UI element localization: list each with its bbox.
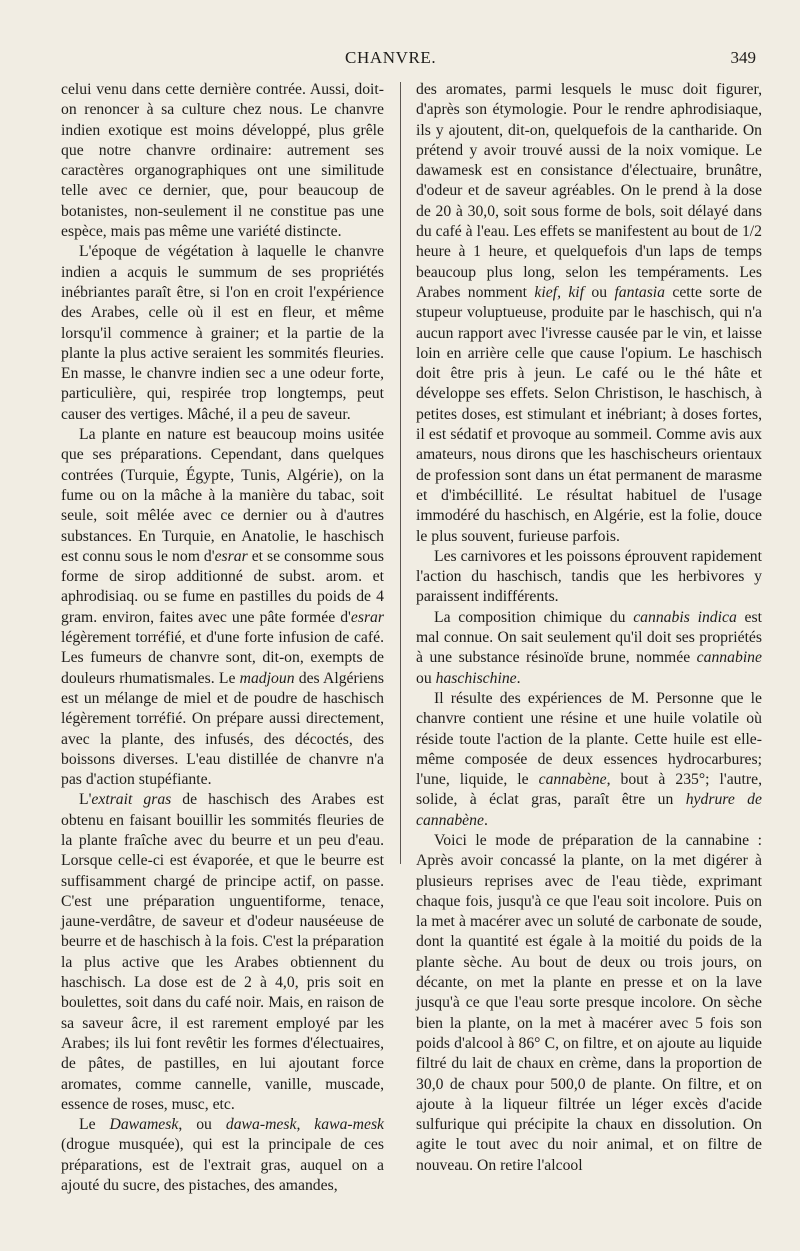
text-run: et se consomme sous forme de sirop additionné de subst. arom. et aphrodisiaq. ou se fume en pastilles du poids de 4 gram. environ, faites avec une pâte formée d': [61, 547, 384, 626]
text-run: , ou: [178, 1116, 226, 1134]
paragraph: [416, 689, 762, 831]
right-column: [416, 80, 762, 1176]
text-run: La plante en nature est beaucoup moins usitée que ses préparations. Cependant, dans quelques contrées (Turquie, Égypte, Tunis, Algérie), on la fume ou on la mâche à la manière du tabac, soit seule, soit mêlée avec ce dernier ou à d'autres substances. En Turquie, en Anatolie, le haschisch est connu sous le nom d': [61, 426, 384, 565]
column-divider: [400, 82, 401, 864]
paragraph: Les carnivores et les poissons éprouvent rapidement l'action du haschisch, tandis que les herbivores y paraissent indifférents.: [416, 547, 762, 606]
italic-term: extrait gras: [91, 791, 172, 809]
paragraph: [61, 790, 384, 1115]
text-run: ou: [416, 669, 436, 687]
running-head: [0, 48, 800, 74]
running-title: CHANVRE.: [345, 48, 437, 67]
text-run: de haschisch des Arabes est obtenu en faisant bouillir les sommités fleuries de la plante fraîche avec du beurre et un peu d'eau. Lorsque celle-ci est évaporée, et que le beurre est suffisamment chargé de principe actif, on passe. C'est une préparation unguentiforme, tenace, jaune-verdâtre, de saveur et d'odeur nauséeuse de beurre et de haschisch à la fois. C'est la préparation la plus active que les Arabes obtiennent du haschisch. La dose est de 2 à 4,0, pris soit en boulettes, soit dans du café noir. Mais, en raison de sa saveur âcre, il est rarement employé par les Arabes; ils lui font revêtir les formes d'électuaires, de pâtes, de pastilles, en lui ajoutant force aromates, comme cannelle, vanille, muscade, essence de roses, musc, etc.: [61, 791, 384, 1113]
paragraph: [416, 608, 762, 689]
italic-term: esrar: [214, 547, 248, 565]
italic-term: dawa-mesk, kawa-mesk: [225, 1116, 385, 1134]
paragraph: L'époque de végétation à laquelle le chanvre indien a acquis le summum de ses propriétés inébriantes paraît être, si l'on en croit l'expérience des Arabes, celle où il est en fleur, et même lorsqu'il commence à grainer; et la partie de la plante la plus active seraient les sommités fleuries. En masse, le chanvre indien sec a une odeur forte, particulière, qui, respirée trop longtemps, peut causer des vertiges. Mâché, il a peu de saveur.: [61, 243, 384, 423]
italic-term: cannabine: [696, 649, 762, 667]
text-run: des Algériens est un mélange de miel et de poudre de haschisch légèrement torréfié. On prépare aussi directement, avec la plante, des infusés, des décoctés, des boissons diverses. L'eau distillée de chanvre n'a pas d'action stupéfiante.: [61, 669, 384, 789]
text-run: , bout à 235°; l'autre, solide, à éclat gras, paraît être un: [416, 771, 762, 809]
italic-term: fantasia: [614, 283, 666, 301]
paragraph: Voici le mode de préparation de la cannabine : Après avoir concassé la plante, on la met digérer à plusieurs reprises avec de l'eau tiède, exprimant chaque fois, jusqu'à ce que l'eau soit incolore. Puis on la met à macérer avec un soluté de carbonate de soude, dont la quantité est égale à la moitié du poids de la plante sèche. Au bout de deux ou trois jours, on décante, on met la plante en presse et on la lave jusqu'à ce que l'eau sorte presque incolore. On sèche bien la plante, on la met à macérer avec 5 fois son poids d'alcool à 86° C, on filtre, et on ajoute au liquide filtré du lait de chaux en crème, dans la proportion de 30,0 de chaux pour 500,0 de plante. On filtre, et on ajoute à la liqueur filtrée un léger excès d'acide sulfurique qui précipite la chaux en dissolution. On agite le tout avec du noir animal, et on filtre de nouveau. On retire l'alcool: [416, 831, 762, 1174]
text-run: des aromates, parmi lesquels le musc doit figurer, d'après son étymologie. Pour le rendre aphrodisiaque, ils y ajoutent, dit-on, quelquefois de la cantharide. On prétend y avoir trouvé aussi de la noix vomique. Le dawamesk est en consistance d'électuaire, brunâtre, d'odeur et de saveur agréables. On le prend à la dose de 20 à 30,0, soit sous forme de bols, soit délayé dans du café à l'eau. Les effets se manifestent au bout de 1/2 heure à 1 heure, et quelquefois d'un laps de temps beaucoup plus long, selon les tempéraments. Les Arabes nomment: [416, 81, 762, 301]
text-run: .: [483, 811, 488, 829]
text-run: La composition chimique du: [434, 608, 634, 626]
paragraph: [416, 80, 762, 547]
text-run: légèrement torréfié, et d'une forte infusion de café. Les fumeurs de chanvre sont, dit-on, exempts de douleurs rhumatismales. Le: [61, 629, 384, 687]
italic-term: hydrure de cannabène: [416, 791, 762, 829]
italic-term: esrar: [350, 608, 384, 626]
text-run: .: [516, 669, 521, 687]
paragraph: celui venu dans cette dernière contrée. Aussi, doit-on renoncer à sa culture chez nous. Le chanvre indien exotique est moins développé, plus grêle que notre chanvre ordinaire: autrement ses caractères organographiques ont une similitude telle avec ce dernier, que, pour beaucoup de botanistes, non-seulement il ne constitue pas une espèce, mais pas même une variété distincte.: [61, 81, 384, 241]
page-number: 349: [730, 48, 756, 67]
italic-term: haschischine: [435, 669, 517, 687]
text-run: (drogue musquée), qui est la principale de ces préparations, est de l'extrait gras, auquel on a ajouté du sucre, des pistaches, des amandes,: [61, 1136, 384, 1195]
text-run: ou: [584, 283, 615, 301]
text-run: cette sorte de stupeur voluptueuse, produite par le haschisch, qui n'a aucun rapport avec l'ivresse causée par le vin, et laisse loin en arrière celle que cause l'opium. Le haschisch doit être pris à jeun. Le café ou le thé hâte et développe ses effets. Selon Christison, le haschisch, à petites doses, est stimulant et inébriant; à doses fortes, il est sédatif et provoque au sommeil. Comme avis aux amateurs, nous dirons que les haschischeurs orientaux de profession sont dans un état permanent de marasme et d'imbécillité. Le résultat habituel de l'usage immodéré du haschisch, en Algérie, est la folie, douce le plus souvent, furieuse parfois.: [416, 283, 763, 545]
italic-term: Dawamesk: [109, 1116, 179, 1134]
italic-term: cannabène: [538, 771, 607, 789]
text-run: est mal connue. On sait seulement qu'il doit ses propriétés à une substance résinoïde brune, nommée: [416, 608, 762, 667]
text-run: L': [79, 791, 92, 809]
paragraph: [61, 1115, 384, 1196]
italic-term: cannabis indica: [633, 608, 737, 626]
text-run: Le: [79, 1116, 110, 1134]
left-column: [61, 80, 384, 1196]
text-run: Il résulte des expériences de M. Personne que le chanvre contient une résine et une huile volatile où réside toute l'action de la plante. Cette huile est elle-même composée de deux essences hydrocarbures; l'une, liquide, le: [416, 689, 762, 789]
italic-term: kief, kif: [534, 283, 585, 301]
italic-term: madjoun: [239, 669, 295, 687]
paragraph: [61, 425, 384, 790]
